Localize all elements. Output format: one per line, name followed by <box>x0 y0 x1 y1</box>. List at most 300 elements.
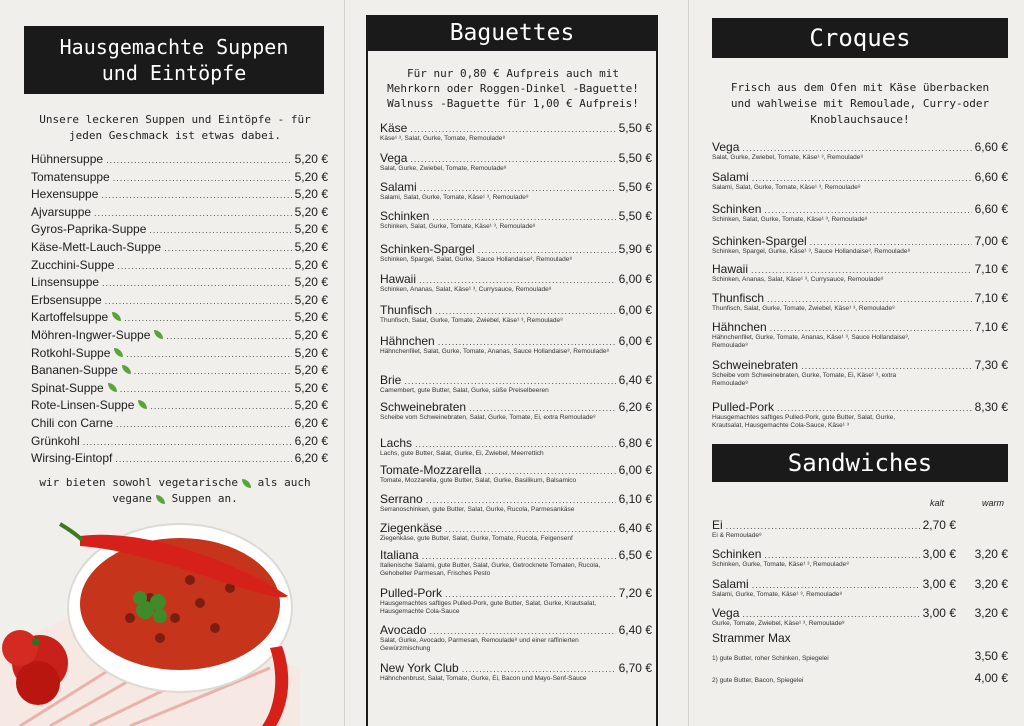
item-name: Chili con Carne <box>31 416 114 430</box>
croque-item <box>712 262 1008 284</box>
item-row <box>31 275 328 289</box>
item-price: 6,20 € <box>294 451 328 466</box>
baguette-item <box>380 521 652 543</box>
item-row <box>712 547 1008 561</box>
item-row <box>31 187 328 201</box>
fold-line-left <box>344 0 345 726</box>
leaf-icon <box>122 365 131 374</box>
soup-item <box>31 170 328 184</box>
item-name: Pulled-Pork <box>380 586 443 600</box>
dot-leader <box>445 524 616 534</box>
item-name: Käse-Mett-Lauch-Suppe <box>31 240 162 254</box>
item-name: Rote-Linsen-Suppe <box>31 398 135 413</box>
item-row <box>712 291 1008 305</box>
item-price: 5,20 € <box>294 292 328 307</box>
item-name: Bananen-Suppe <box>31 363 118 378</box>
leaf-icon <box>242 479 251 488</box>
soups-banner <box>24 26 324 94</box>
item-description: Lachs, gute Butter, Salat, Gurke, Ei, Zwiebel, Meerrettich <box>380 450 544 457</box>
leaf-icon <box>138 400 147 409</box>
dot-leader <box>752 173 972 183</box>
item-description: Serranoschinken, gute Butter, Salat, Gurke, Rucola, Parmesankäse <box>380 506 575 513</box>
croque-item <box>712 291 1008 313</box>
sandwich-item <box>712 577 1008 599</box>
item-price: 7,10 € <box>974 291 1008 305</box>
dot-leader <box>410 124 615 134</box>
dot-leader <box>429 626 615 636</box>
soup-item <box>31 346 328 360</box>
soups-intro <box>20 112 330 144</box>
item-row <box>712 320 1008 334</box>
item-price: 5,20 € <box>294 363 328 378</box>
item-row <box>380 121 652 135</box>
dot-leader <box>752 580 920 590</box>
soup-item <box>31 187 328 201</box>
item-name: New York Club <box>380 661 459 675</box>
item-description: Ei & Remoulade⁸ <box>712 532 762 539</box>
croque-item <box>712 202 1008 224</box>
dot-leader <box>134 366 292 376</box>
item-description: Schinken, Spargel, Gurke, Käse¹ ³, Sauce Hollandaise³, Remoulade⁸ <box>712 248 911 255</box>
item-row <box>31 381 328 395</box>
croque-item <box>712 234 1008 256</box>
dot-leader <box>767 294 972 304</box>
item-price: 7,00 € <box>974 234 1008 248</box>
item-price: 5,20 € <box>294 240 328 254</box>
dot-leader <box>124 313 291 323</box>
item-row <box>31 205 328 219</box>
item-price: 7,20 € <box>618 586 652 600</box>
item-price: 5,20 € <box>294 152 328 166</box>
item-price: 6,60 € <box>974 170 1008 184</box>
item-description: Schinken, Ananas, Salat, Käse¹ ³, Currysauce, Remoulade⁸ <box>380 286 552 293</box>
item-description: Thunfisch, Salat, Gurke, Tomate, Zwiebel, Käse¹ ³, Remoulade⁸ <box>380 317 563 324</box>
item-name: Salami <box>712 170 749 184</box>
dot-leader <box>149 225 291 235</box>
item-row <box>31 293 328 307</box>
item-description: Gurke, Tomate, Zwiebel, Käse¹ ³, Remoulade⁸ <box>712 620 845 627</box>
item-name: Tomatensuppe <box>31 169 110 184</box>
dot-leader <box>113 173 292 183</box>
item-price: 6,50 € <box>618 548 652 562</box>
soup-item <box>31 363 328 377</box>
item-row <box>712 140 1008 154</box>
dot-leader <box>150 401 291 411</box>
baguette-item <box>380 209 652 231</box>
item-description: Hähnchenfilet, Gurke, Tomate, Ananas, Käse¹ ³, Sauce Hollandaise³, Remoulade⁸ <box>712 334 910 349</box>
dot-leader <box>478 245 616 255</box>
croque-item <box>712 358 1008 388</box>
baguette-item <box>380 463 652 485</box>
soups-title-line2: und Eintöpfe <box>101 61 247 85</box>
dot-leader <box>810 237 972 247</box>
baguette-item <box>380 548 652 578</box>
sandwiches-title: Sandwiches <box>787 449 933 477</box>
item-price: 6,70 € <box>618 661 652 675</box>
item-name: Vega <box>712 140 740 154</box>
strammer-max-item <box>712 631 1008 685</box>
option-price: 4,00 € <box>974 671 1008 685</box>
item-row <box>712 606 1008 620</box>
dot-leader <box>742 143 971 153</box>
baguettes-intro-line3: Walnuss -Baguette für 1,00 € Aufpreis! <box>387 97 639 110</box>
price-kalt: 2,70 € <box>922 518 956 532</box>
item-price: 6,00 € <box>618 272 652 286</box>
soup-item <box>31 328 328 342</box>
item-name: Käse <box>380 121 408 135</box>
item-row <box>31 434 328 448</box>
dot-leader <box>126 349 291 359</box>
item-row <box>380 521 652 535</box>
item-price: 5,20 € <box>294 310 328 325</box>
item-price: 6,00 € <box>618 334 652 348</box>
soup-item <box>31 451 328 465</box>
item-row <box>31 398 328 412</box>
item-name: Hawaii <box>712 262 749 276</box>
soup-item <box>31 258 328 272</box>
baguette-item <box>380 303 652 325</box>
item-row <box>31 240 328 254</box>
item-row <box>712 234 1008 248</box>
baguettes-intro-line2: Mehrkorn oder Roggen-Dinkel -Baguette! <box>387 82 639 95</box>
dot-leader <box>404 376 615 386</box>
item-price: 6,00 € <box>618 463 652 477</box>
item-description: Camembert, gute Butter, Salat, Gurke, süße Preiselbeeren <box>380 387 549 394</box>
item-row <box>712 202 1008 216</box>
dot-leader <box>94 208 292 218</box>
croques-intro-line2: und wahlweise mit Remoulade, Curry-oder <box>730 97 990 110</box>
item-name: Thunfisch <box>380 303 433 317</box>
item-name: Avocado <box>380 623 427 637</box>
fold-line-right <box>688 0 689 726</box>
item-row <box>380 492 652 506</box>
dot-leader <box>445 589 616 599</box>
sandwich-item <box>712 547 1008 569</box>
dot-leader <box>484 466 615 476</box>
item-description: Schinken, Salat, Gurke, Tomate, Käse¹ ³, Remoulade⁸ <box>380 223 536 230</box>
dot-leader <box>117 261 291 271</box>
dot-leader <box>770 323 972 333</box>
item-description: Salami, Salat, Gurke, Tomate, Käse¹ ³, Remoulade⁸ <box>380 194 529 201</box>
dot-leader <box>764 550 919 560</box>
item-description: Schinken, Gurke, Tomate, Käse¹ ³, Remoulade⁸ <box>712 561 850 568</box>
item-name: Strammer Max <box>712 631 791 645</box>
dot-leader <box>105 296 292 306</box>
baguette-item <box>380 400 652 422</box>
item-description: Scheibe vom Schweinebraten, Gurke, Tomate, Ei, Käse¹ ³, extra Remoulade⁸ <box>712 372 897 387</box>
baguette-item <box>380 272 652 294</box>
item-price: 6,40 € <box>618 521 652 535</box>
dot-leader <box>742 609 919 619</box>
item-price: 5,20 € <box>294 187 328 202</box>
soup-item <box>31 222 328 236</box>
item-row <box>380 303 652 317</box>
croque-item <box>712 140 1008 162</box>
item-price: 5,20 € <box>294 257 328 272</box>
baguette-item <box>380 180 652 202</box>
price-kalt: 3,00 € <box>922 577 956 591</box>
item-row <box>380 400 652 414</box>
item-name: Wirsing-Eintopf <box>31 451 113 466</box>
item-description: Scheibe vom Schweinebraten, Salat, Gurke, Tomate, Ei, extra Remoulade⁸ <box>380 414 596 421</box>
dot-leader <box>469 403 616 413</box>
item-description: Italienische Salami, gute Butter, Salat, Gurke, Getrocknete Tomaten, Rucola, Gehobelter Parmesan, Frisches Pesto <box>380 562 601 577</box>
dot-leader <box>106 155 292 165</box>
item-row <box>380 661 652 675</box>
item-name: Hähnchen <box>712 320 767 334</box>
item-price: 5,20 € <box>294 345 328 360</box>
croques-title: Croques <box>809 24 911 52</box>
dot-leader <box>164 243 292 253</box>
croques-banner <box>712 18 1008 58</box>
soup-item <box>31 205 328 219</box>
soups-note-part1: wir bieten sowohl vegetarische <box>39 476 239 489</box>
item-description: Schinken, Spargel, Salat, Gurke, Sauce Hollandaise³, Remoulade⁸ <box>380 256 573 263</box>
item-name: Möhren-Ingwer-Suppe <box>31 328 151 342</box>
item-description: Schinken, Salat, Gurke, Tomate, Käse¹ ³, Remoulade⁸ <box>712 216 868 223</box>
item-row <box>380 463 652 477</box>
item-description: Tomate, Mozzarella, gute Butter, Salat, Gurke, Basilikum, Balsamico <box>380 477 577 484</box>
item-price: 5,50 € <box>618 121 652 135</box>
option-price: 3,50 € <box>974 649 1008 663</box>
item-price: 5,20 € <box>294 204 328 219</box>
soup-bowl-image <box>0 518 300 726</box>
item-name: Thunfisch <box>712 291 765 305</box>
item-price: 7,10 € <box>974 320 1008 334</box>
baguette-item <box>380 121 652 143</box>
baguettes-banner <box>366 15 658 51</box>
item-name: Hühnersuppe <box>31 152 104 166</box>
soups-note-part4: Suppen an. <box>171 492 238 505</box>
dot-leader <box>102 278 292 288</box>
dot-leader <box>726 521 920 531</box>
item-name: Schweinebraten <box>380 400 467 414</box>
item-price: 5,20 € <box>294 169 328 184</box>
baguette-item <box>380 151 652 173</box>
item-description: Thunfisch, Salat, Gurke, Tomate, Zwiebel, Käse¹ ³, Remoulade⁸ <box>712 305 895 312</box>
dot-leader <box>422 551 616 561</box>
dot-leader <box>764 205 971 215</box>
dot-leader <box>777 403 972 413</box>
item-row <box>380 334 652 348</box>
item-description: Ziegenkäse, gute Butter, Salat, Gurke, Tomate, Rucola, Feigensenf <box>380 535 573 542</box>
leaf-icon <box>108 383 117 392</box>
croques-intro-line3: Knoblauchsauce! <box>810 113 910 126</box>
item-row <box>712 400 1008 414</box>
soup-item <box>31 398 328 412</box>
item-name: Gyros-Paprika-Suppe <box>31 222 147 237</box>
item-price: 6,20 € <box>294 433 328 448</box>
soup-item <box>31 152 328 166</box>
baguette-item <box>380 373 652 395</box>
sandwich-item <box>712 606 1008 628</box>
item-row <box>380 242 652 256</box>
price-kalt: 3,00 € <box>922 547 956 561</box>
soup-item <box>31 416 328 430</box>
item-name: Grünkohl <box>31 433 80 448</box>
soup-item <box>31 275 328 289</box>
dot-leader <box>435 306 616 316</box>
dot-leader <box>801 361 972 371</box>
item-name: Hawaii <box>380 272 417 286</box>
item-name: Schweinebraten <box>712 358 799 372</box>
sandwich-item <box>712 518 1008 540</box>
dot-leader <box>432 212 615 222</box>
leaf-icon <box>114 348 123 357</box>
item-row <box>31 170 328 184</box>
dot-leader <box>166 331 291 341</box>
item-name: Schinken <box>712 202 762 216</box>
item-price: 5,50 € <box>618 180 652 194</box>
item-row <box>380 151 652 165</box>
croques-intro <box>708 80 1012 128</box>
item-description: Salami, Gurke, Tomate, Käse¹ ³, Remoulade⁸ <box>712 591 843 598</box>
price-warm: 3,20 € <box>974 577 1008 591</box>
soup-item <box>31 310 328 324</box>
strammer-option <box>712 671 1008 685</box>
item-name: Vega <box>712 606 740 620</box>
item-name: Salami <box>712 577 749 591</box>
item-name: Lachs <box>380 436 413 450</box>
item-row <box>31 152 328 166</box>
option-description: 1) gute Butter, roher Schinken, Spiegelei <box>712 655 829 662</box>
leaf-icon <box>154 330 163 339</box>
item-name: Schinken <box>380 209 430 223</box>
baguette-item <box>380 492 652 514</box>
croques-intro-line1: Frisch aus dem Ofen mit Käse überbacken <box>730 81 990 94</box>
dot-leader <box>120 384 292 394</box>
baguette-item <box>380 623 652 653</box>
item-name: Hähnchen <box>380 334 435 348</box>
item-price: 7,30 € <box>974 358 1008 372</box>
col-kalt-header: kalt <box>930 498 945 508</box>
baguette-item <box>380 436 652 458</box>
item-row <box>31 416 328 430</box>
item-row <box>712 170 1008 184</box>
item-price: 5,20 € <box>294 380 328 395</box>
item-name: Linsensuppe <box>31 275 100 290</box>
item-name: Hexensuppe <box>31 187 99 202</box>
item-price: 5,50 € <box>618 209 652 223</box>
item-description: Hähnchenbrust, Salat, Tomate, Gurke, Ei, Bacon und Mayo-Senf-Sauce <box>380 675 587 682</box>
item-description: Salat, Gurke, Zwiebel, Tomate, Käse¹ ³, Remoulade⁸ <box>712 154 864 161</box>
price-kalt: 3,00 € <box>922 606 956 620</box>
leaf-icon <box>156 495 165 504</box>
item-row <box>380 272 652 286</box>
baguettes-intro-line1: Für nur 0,80 € Aufpreis auch mit <box>407 67 619 80</box>
baguette-item <box>380 242 652 264</box>
item-price: 6,10 € <box>618 492 652 506</box>
item-row <box>380 436 652 450</box>
item-price: 7,10 € <box>974 262 1008 276</box>
item-name: Tomate-Mozzarella <box>380 463 482 477</box>
item-price: 6,00 € <box>618 303 652 317</box>
item-row <box>380 373 652 387</box>
item-row <box>31 222 328 236</box>
item-name: Schinken-Spargel <box>380 242 475 256</box>
item-name: Rotkohl-Suppe <box>31 345 111 360</box>
sandwiches-banner <box>712 444 1008 482</box>
dot-leader <box>116 419 292 429</box>
item-price: 6,40 € <box>618 623 652 637</box>
item-price: 8,30 € <box>974 400 1008 414</box>
soups-note-part3: vegane <box>112 492 152 505</box>
item-description: Hähnchenfilet, Salat, Gurke, Tomate, Ananas, Sauce Hollandaise³, Remoulade⁸ <box>380 348 610 355</box>
item-row <box>31 258 328 272</box>
croque-item <box>712 400 1008 430</box>
item-description: Salami, Salat, Gurke, Tomate, Käse¹ ³, Remoulade⁸ <box>712 184 861 191</box>
item-price: 5,20 € <box>294 328 328 342</box>
item-row <box>380 209 652 223</box>
item-name: Serrano <box>380 492 423 506</box>
item-description: Salat, Gurke, Avocado, Parmesan, Remoulade⁸ und einer raffinierten Gewürzmischung <box>380 637 579 652</box>
item-price: 6,60 € <box>974 140 1008 154</box>
item-price: 6,20 € <box>618 400 652 414</box>
item-price: 5,90 € <box>618 242 652 256</box>
item-row <box>380 180 652 194</box>
dot-leader <box>426 495 616 505</box>
dot-leader <box>115 454 291 464</box>
dot-leader <box>101 190 291 200</box>
leaf-icon <box>112 312 121 321</box>
item-name: Ajvarsuppe <box>31 204 92 219</box>
item-name: Brie <box>380 373 402 387</box>
dot-leader <box>83 437 292 447</box>
item-name: Schinken <box>712 547 762 561</box>
baguettes-intro <box>370 66 656 111</box>
dot-leader <box>415 439 616 449</box>
item-row <box>31 451 328 465</box>
soups-note <box>20 475 330 507</box>
baguette-item <box>380 661 652 683</box>
item-price: 6,20 € <box>294 416 328 430</box>
item-name: Ziegenkäse <box>380 521 443 535</box>
item-row <box>380 586 652 600</box>
item-description: Salat, Gurke, Zwiebel, Tomate, Remoulade⁸ <box>380 165 507 172</box>
item-row <box>380 623 652 637</box>
dot-leader <box>419 275 616 285</box>
baguette-item <box>380 586 652 616</box>
item-row <box>712 518 1008 532</box>
dot-leader <box>410 154 615 164</box>
soups-title-line1: Hausgemachte Suppen <box>59 35 289 59</box>
croque-item <box>712 320 1008 350</box>
item-description: Hausgemachtes saftiges Pulled-Pork, gute Butter, Salat, Gurke, Krautsalat, Hausgemachte Cola-Sauce, Käse¹ ³ <box>712 414 896 429</box>
item-row <box>712 577 1008 591</box>
item-description: Hausgemachtes saftiges Pulled-Pork, gute Butter, Salat, Gurke, Krautsalat, Hausgemachte Cola-Sauce <box>380 600 597 615</box>
strammer-option <box>712 649 1008 663</box>
item-price: 6,60 € <box>974 202 1008 216</box>
item-description: Käse¹ ³, Salat, Gurke, Tomate, Remoulade⁸ <box>380 135 506 142</box>
col-warm-header: warm <box>982 498 1004 508</box>
option-description: 2) gute Butter, Bacon, Spiegelei <box>712 677 804 684</box>
item-row <box>712 262 1008 276</box>
item-name: Spinat-Suppe <box>31 380 104 395</box>
item-row <box>31 346 328 360</box>
item-price: 5,50 € <box>618 151 652 165</box>
item-name: Pulled-Pork <box>712 400 775 414</box>
item-price: 5,20 € <box>294 398 328 413</box>
soup-item <box>31 240 328 254</box>
item-row <box>31 328 328 342</box>
item-name: Vega <box>380 151 408 165</box>
dot-leader <box>751 265 972 275</box>
baguette-item <box>380 334 652 356</box>
dot-leader <box>462 664 616 674</box>
soups-intro-line1: Unsere leckeren Suppen und Eintöpfe - für <box>39 113 311 126</box>
croque-item <box>712 170 1008 192</box>
item-price: 6,40 € <box>618 373 652 387</box>
